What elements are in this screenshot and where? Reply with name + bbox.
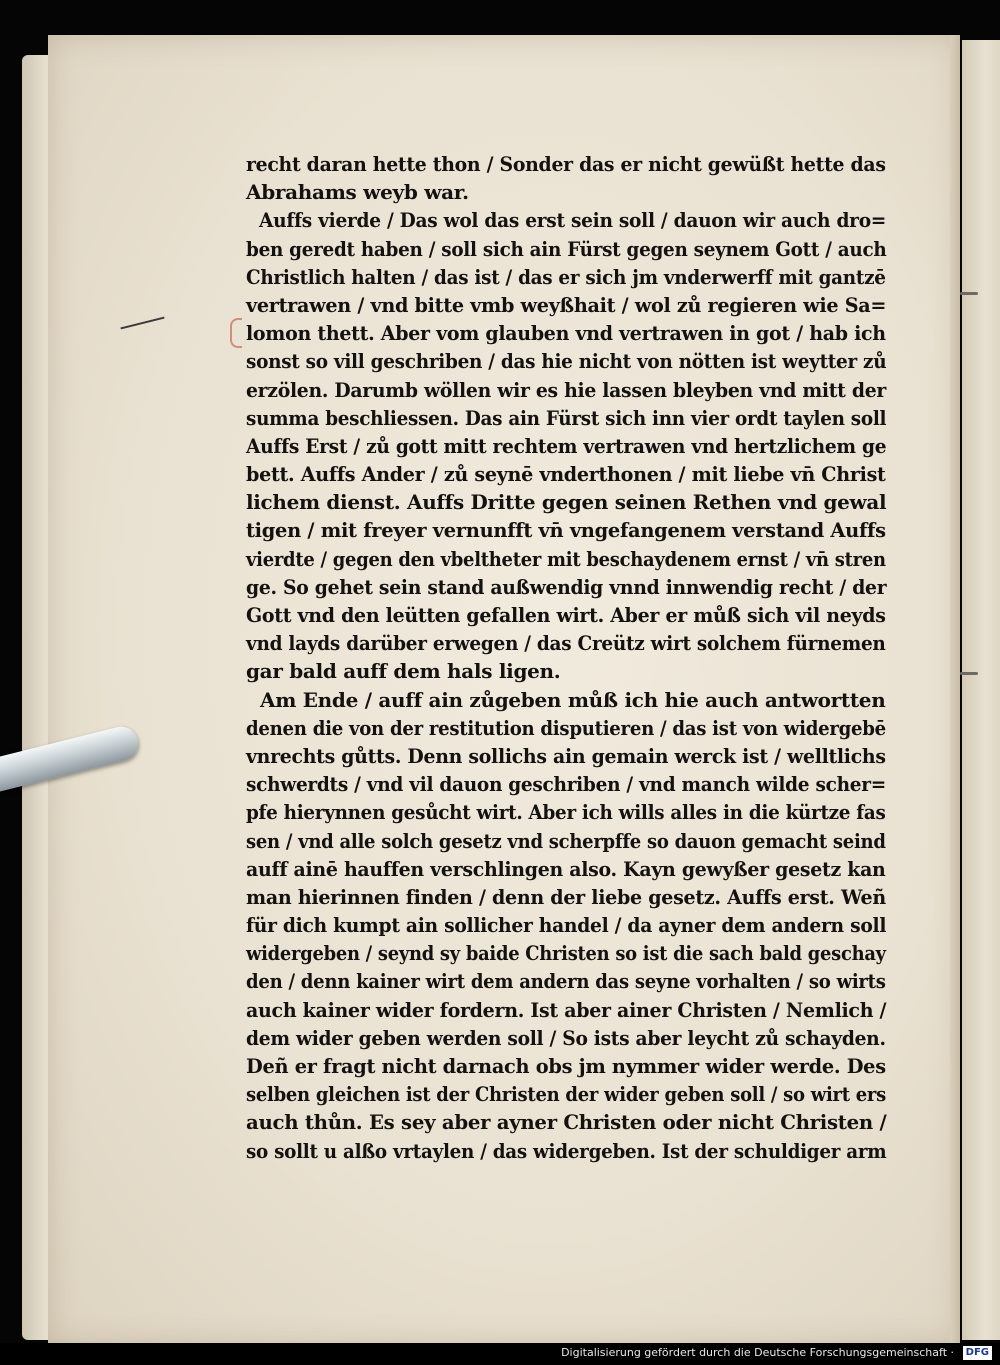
- text-line: vnd layds darüber erwegen / das Creütz wirt solchem fürnemen: [246, 631, 886, 656]
- text-line: pfe hierynnen gesůcht wirt. Aber ich wills alles in die kürtze fas: [246, 800, 886, 825]
- facing-page-edge: [962, 40, 1000, 1340]
- text-line: ben geredt haben / soll sich ain Fürst gegen seynem Gott / auch: [246, 236, 887, 261]
- funding-notice: Digitalisierung gefördert durch die Deutsche Forschungsgemeinschaft ·: [561, 1346, 954, 1359]
- text-line: Am Ende / auff ain zůgeben můß ich hie auch antwortten: [260, 687, 886, 712]
- text-line: vierdte / gegen den vbeltheter mit beschaydenem ernst / vn̄ stren: [246, 546, 886, 571]
- blackletter-text-block: [246, 150, 886, 1165]
- text-line: schwerdts / vnd vil dauon geschriben / vnd manch wilde scher=: [246, 772, 886, 797]
- dfg-logo: DFG: [963, 1346, 992, 1360]
- text-line: summa beschliessen. Das ain Fürst sich inn vier ordt taylen soll: [246, 405, 887, 430]
- text-line: vnrechts gůtts. Denn sollichs ain gemain werck ist / welltlichs: [246, 743, 886, 768]
- text-line: man hierinnen finden / denn der liebe gesetz. Auffs erst. Weñ: [246, 884, 886, 909]
- text-line: den / denn kainer wirt dem andern das seyne vorhalten / so wirts: [246, 969, 886, 994]
- text-line: sonst so vill geschriben / das hie nicht von nötten ist weytter zů: [246, 349, 887, 374]
- text-line: vertrawen / vnd bitte vmb weyßhait / wol zů regieren wie Sa=: [246, 292, 887, 317]
- text-line: gar bald auff dem hals ligen.: [246, 659, 561, 684]
- margin-red-mark: [230, 318, 242, 348]
- text-line: sen / vnd alle solch gesetz vnd scherpffe so dauon gemacht seind: [246, 828, 886, 853]
- binding-thread-top: [960, 292, 978, 295]
- text-line: dem wider geben werden soll / So ists aber leycht zů schayden.: [246, 1025, 886, 1050]
- text-line: auff ainē hauffen verschlingen also. Kayn gewyßer gesetz kan: [246, 856, 886, 881]
- text-line: selben gleichen ist der Christen der wider geben soll / so wirt ers: [246, 1082, 886, 1107]
- text-line: lichem dienst. Auffs Dritte gegen seinen Rethen vnd gewal: [246, 490, 887, 515]
- text-line: Auffs vierde / Das wol das erst sein soll / dauon wir auch dro=: [259, 208, 887, 233]
- text-line: auch kainer wider fordern. Ist aber ainer Christen / Nemlich /: [246, 997, 887, 1022]
- text-line: widergeben / seynd sy baide Christen so ist die sach bald geschay: [246, 941, 886, 966]
- text-line: auch thůn. Es sey aber ayner Christen oder nicht Christen /: [246, 1110, 887, 1135]
- text-line: Auffs Erst / zů gott mitt rechtem vertrawen vnd hertzlichem ge: [246, 433, 887, 458]
- text-line: Deñ er fragt nicht darnach obs jm nymmer wider werde. Des: [246, 1054, 886, 1078]
- text-line: Abrahams weyb war.: [246, 180, 469, 205]
- page-gutter-edge: [950, 35, 960, 1345]
- text-line: bett. Auffs Ander / zů seynē vnderthonen / mit liebe vn̄ Christ: [246, 462, 886, 487]
- text-line: für dich kumpt ain sollicher handel / da ayner dem andern soll: [246, 913, 887, 938]
- text-line: Gott vnd den leütten gefallen wirt. Aber er můß sich vil neyds: [246, 603, 886, 627]
- binding-thread-bottom: [960, 672, 978, 675]
- text-line: so sollt u alßo vrtaylen / das widergeben. Ist der schuldiger arm: [246, 1138, 887, 1163]
- text-line: denen die von der restitution disputieren / das ist von widergebē: [246, 715, 886, 740]
- text-line: erzölen. Darumb wöllen wir es hie lassen bleyben vnd mitt der: [246, 377, 887, 402]
- text-line: lomon thett. Aber vom glauben vnd vertrawen in got / hab ich: [246, 321, 886, 346]
- text-line: tigen / mit freyer vernunfft vn̄ vngefangenem verstand Auffs: [246, 518, 886, 543]
- text-line: recht daran hette thon / Sonder das er nicht gewüßt hette das: [246, 152, 886, 176]
- text-line: ge. So gehet sein stand außwendig vnnd innwendig recht / der: [246, 574, 887, 599]
- text-line: Christlich halten / das ist / das er sich jm vnderwerff mit gantzē: [246, 264, 886, 289]
